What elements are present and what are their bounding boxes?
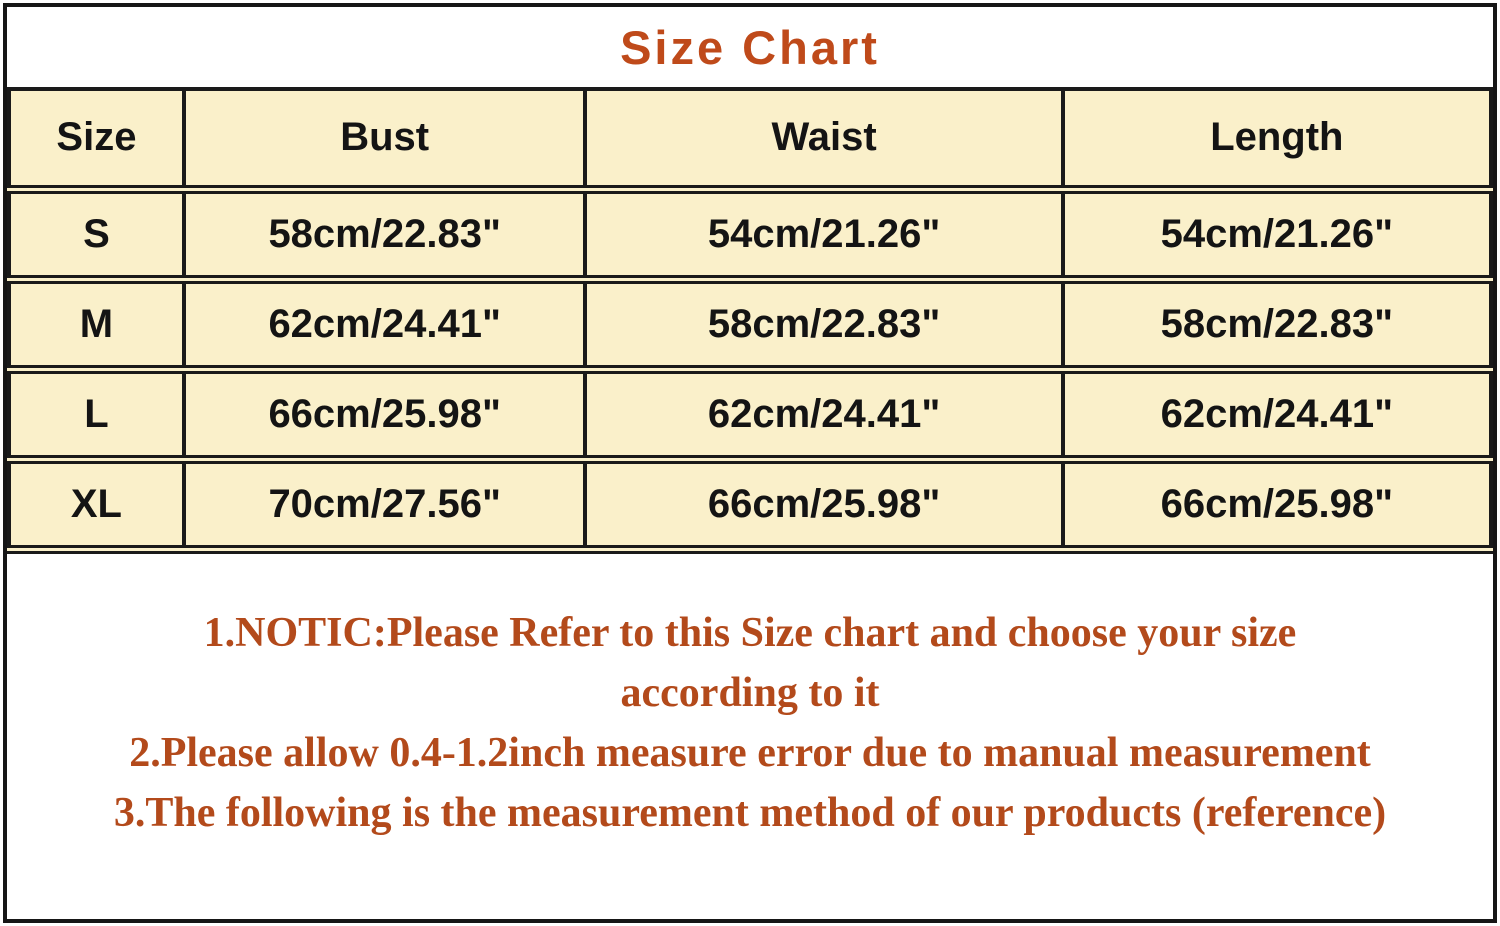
row-label-l: L	[9, 369, 184, 459]
cell-m-length: 58cm/22.83"	[1063, 279, 1491, 369]
note-line-1-continued: according to it	[620, 670, 880, 717]
cell-xl-bust: 70cm/27.56"	[184, 459, 586, 549]
note-line-1: 1.NOTIC:Please Refer to this Size chart and choose your size	[203, 610, 1297, 657]
table-row-l	[9, 369, 1491, 459]
cell-m-waist: 58cm/22.83"	[585, 279, 1062, 369]
cell-s-length: 54cm/21.26"	[1063, 189, 1491, 279]
note-line-2: 2.Please allow 0.4-1.2inch measure error due to manual measurement	[129, 730, 1371, 777]
size-chart-title: Size Chart	[620, 20, 880, 74]
header-length: Length	[1063, 89, 1491, 189]
cell-l-length: 62cm/24.41"	[1063, 369, 1491, 459]
note-line-3: 3.The following is the measurement method of our products (reference)	[113, 790, 1387, 837]
header-row	[9, 89, 1491, 189]
table-row-xl	[9, 459, 1491, 549]
notes-section	[7, 554, 1493, 920]
cell-xl-waist: 66cm/25.98"	[585, 459, 1062, 549]
cell-xl-length: 66cm/25.98"	[1063, 459, 1491, 549]
row-label-s: S	[9, 189, 184, 279]
cell-m-bust: 62cm/24.41"	[184, 279, 586, 369]
header-bust: Bust	[184, 89, 586, 189]
cell-s-waist: 54cm/21.26"	[585, 189, 1062, 279]
cell-s-bust: 58cm/22.83"	[184, 189, 586, 279]
header-waist: Waist	[585, 89, 1062, 189]
cell-l-bust: 66cm/25.98"	[184, 369, 586, 459]
header-size: Size	[9, 89, 184, 189]
table-row-m	[9, 279, 1491, 369]
title-band	[7, 7, 1493, 87]
row-label-m: M	[9, 279, 184, 369]
size-table	[7, 87, 1493, 554]
outer-frame	[3, 3, 1497, 923]
row-label-xl: XL	[9, 459, 184, 549]
cell-l-waist: 62cm/24.41"	[585, 369, 1062, 459]
table-row-s	[9, 189, 1491, 279]
